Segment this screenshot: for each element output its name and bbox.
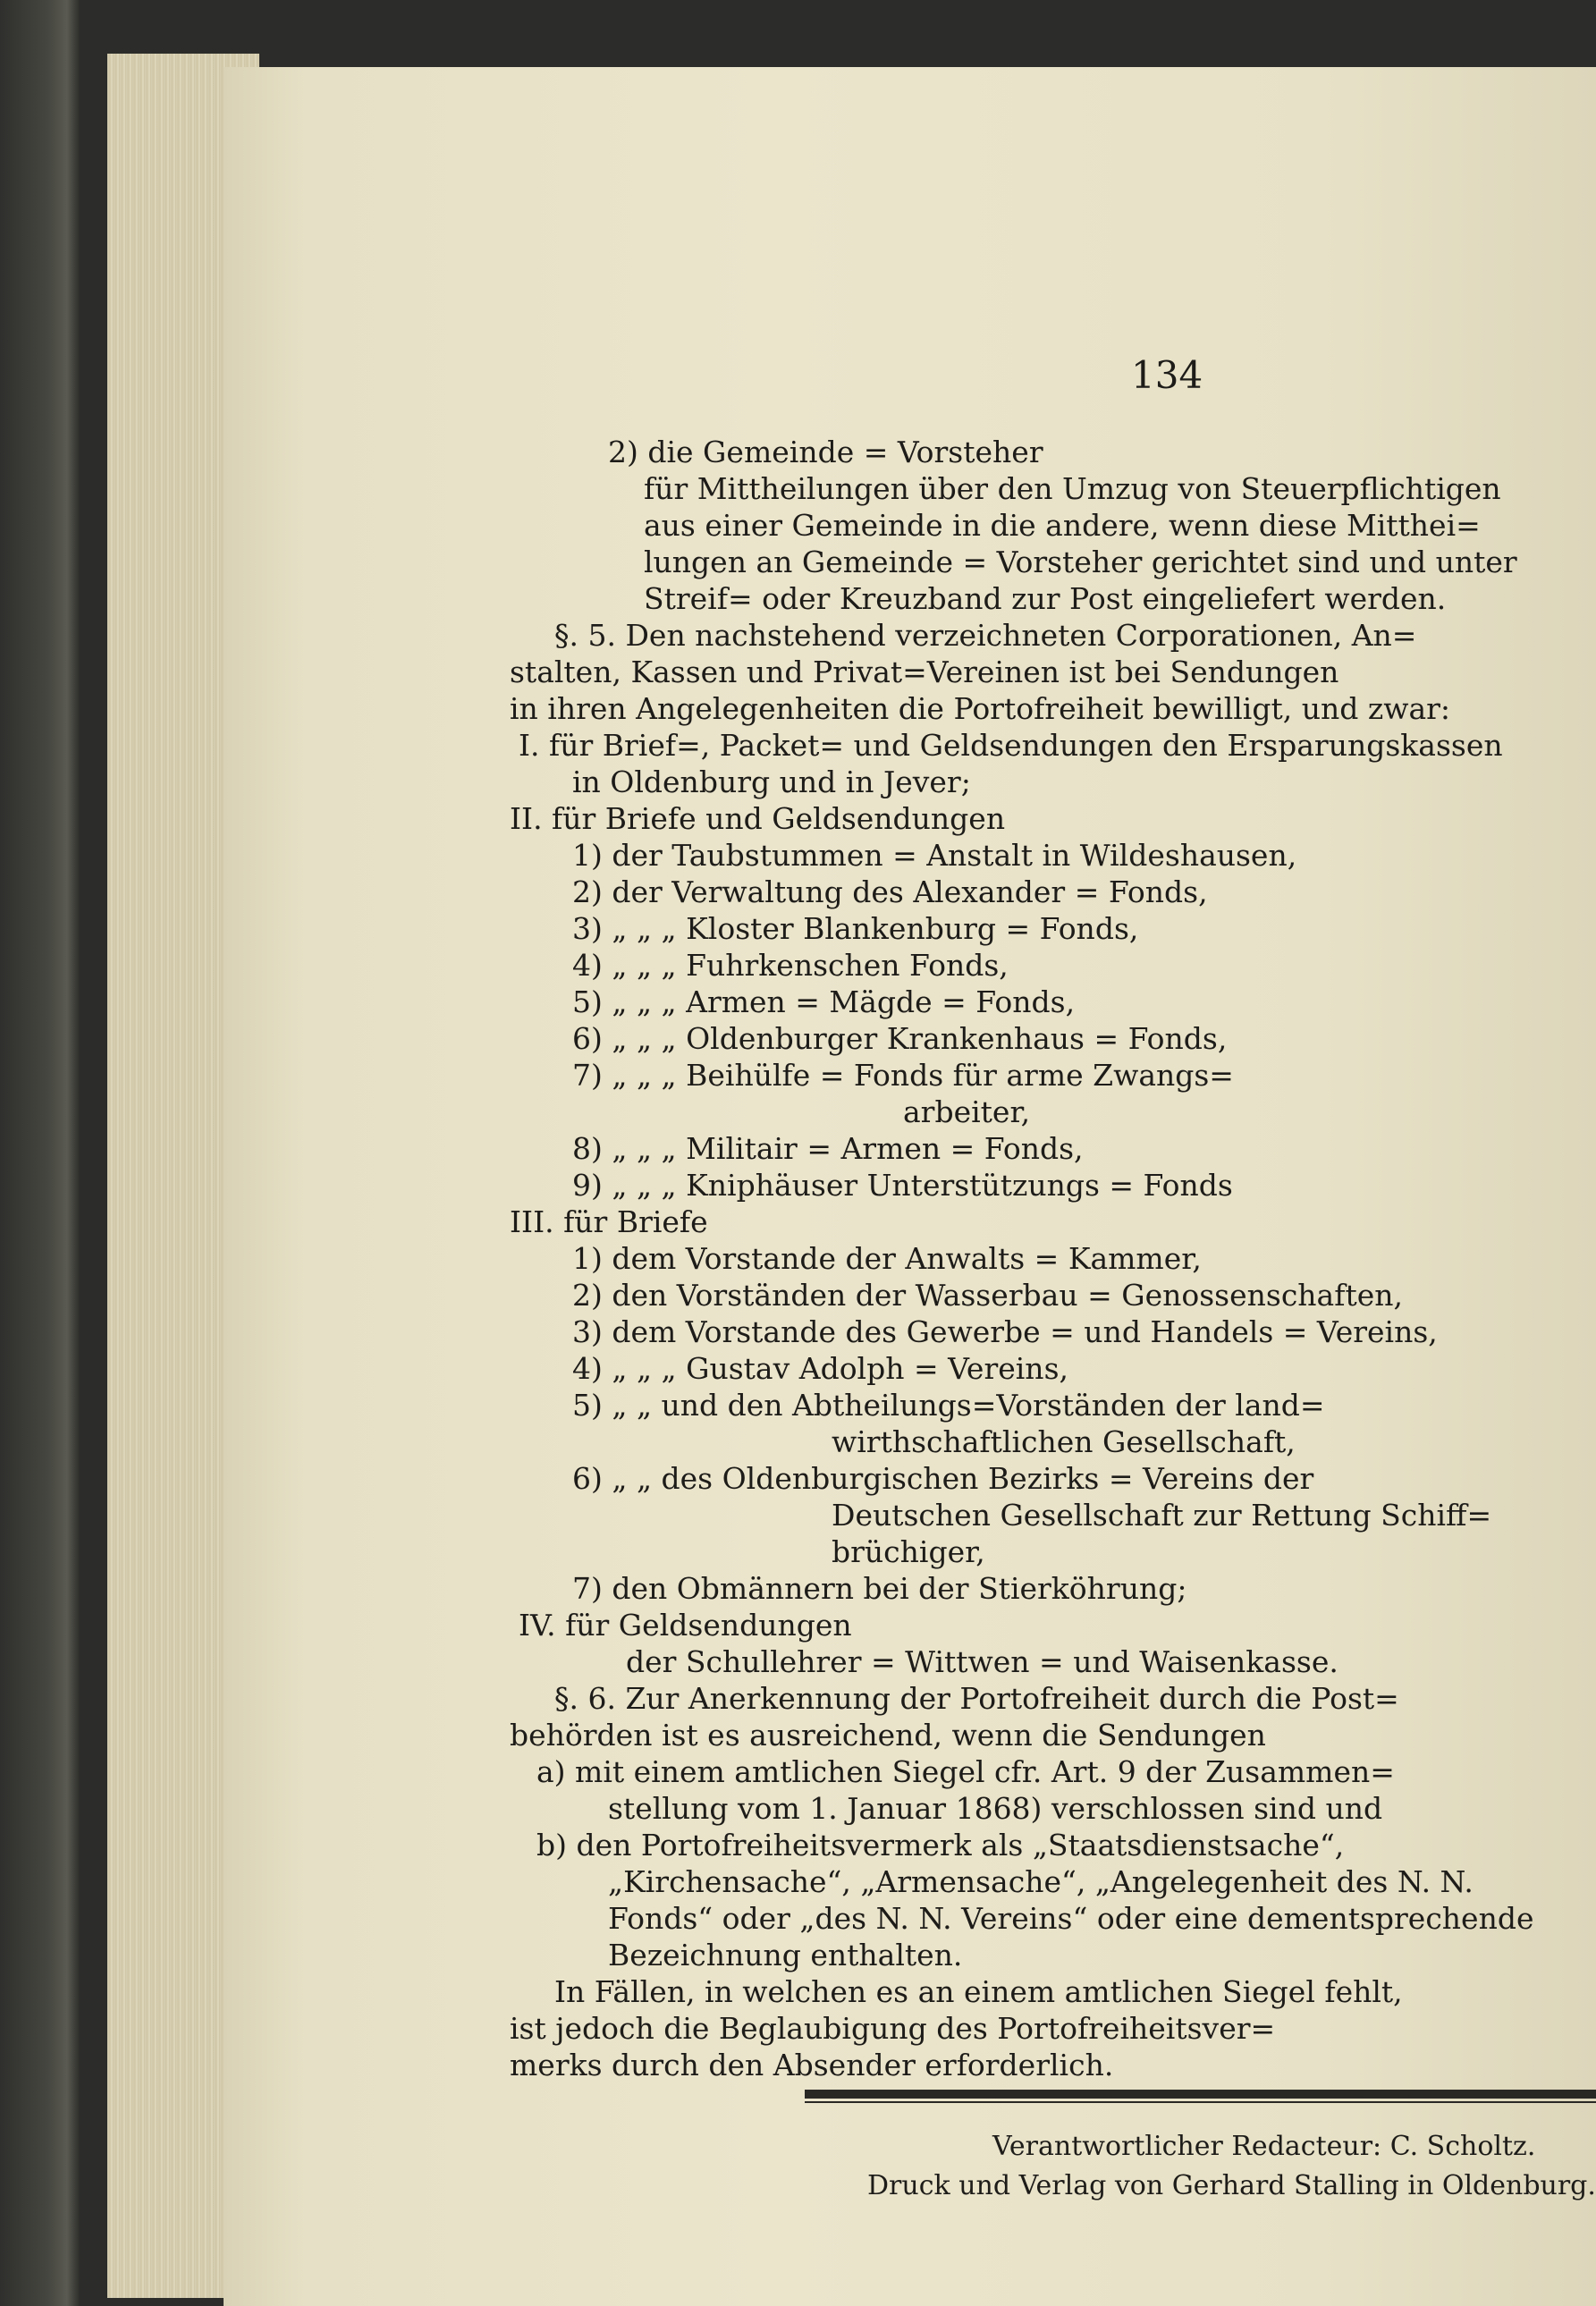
- text-line: merks durch den Absender erforderlich.: [510, 2048, 1114, 2082]
- text-line: ist jedoch die Beglaubigung des Portofreiheitsver=: [510, 2011, 1276, 2046]
- text-line: brüchiger,: [832, 1534, 985, 1569]
- text-line: in Oldenburg und in Jever;: [572, 764, 971, 799]
- list-item: 8) „ „ „ Militair = Armen = Fonds,: [572, 1131, 1084, 1166]
- footer-rule-thick: [805, 2090, 1596, 2099]
- page-number: 134: [1131, 353, 1203, 397]
- text-line: in ihren Angelegenheiten die Portofreiheit bewilligt, und zwar:: [510, 691, 1451, 726]
- list-item: 5) „ „ und den Abtheilungs=Vorständen der land=: [572, 1388, 1325, 1423]
- text-line: wirthschaftlichen Gesellschaft,: [832, 1424, 1296, 1459]
- list-item: 1) dem Vorstande der Anwalts = Kammer,: [572, 1241, 1202, 1276]
- list-item: 1) der Taubstummen = Anstalt in Wildeshausen,: [572, 838, 1297, 873]
- text-line: für Mittheilungen über den Umzug von Steuerpflichtigen: [644, 471, 1501, 506]
- book-page: [224, 67, 1596, 2306]
- list-item: 4) „ „ „ Fuhrkenschen Fonds,: [572, 948, 1009, 983]
- list-item: 7) den Obmännern bei der Stierköhrung;: [572, 1571, 1187, 1606]
- list-item: 9) „ „ „ Kniphäuser Unterstützungs = Fonds: [572, 1168, 1233, 1203]
- list-item: 4) „ „ „ Gustav Adolph = Vereins,: [572, 1351, 1068, 1386]
- text-line: 2) die Gemeinde = Vorsteher: [608, 435, 1043, 469]
- text-line: „Kirchensache“, „Armensache“, „Angelegenheit des N. N.: [608, 1864, 1474, 1899]
- text-line: lungen an Gemeinde = Vorsteher gerichtet sind und unter: [644, 545, 1517, 579]
- text-line: stellung vom 1. Januar 1868) verschlossen sind und: [608, 1791, 1383, 1826]
- list-item: 5) „ „ „ Armen = Mägde = Fonds,: [572, 984, 1076, 1019]
- footer-rule-thin: [805, 2101, 1596, 2103]
- list-item: 7) „ „ „ Beihülfe = Fonds für arme Zwangs=: [572, 1058, 1234, 1093]
- page-body: [510, 434, 1596, 2083]
- list-item: a) mit einem amtlichen Siegel cfr. Art. 9 der Zusammen=: [536, 1754, 1395, 1789]
- list-item: 2) der Verwaltung des Alexander = Fonds,: [572, 874, 1208, 909]
- list-item: 6) „ „ des Oldenburgischen Bezirks = Vereins der: [572, 1461, 1314, 1496]
- list-item: 2) den Vorständen der Wasserbau = Genossenschaften,: [572, 1278, 1403, 1313]
- text-line: stalten, Kassen und Privat=Vereinen ist bei Sendungen: [510, 655, 1339, 689]
- text-line: Fonds“ oder „des N. N. Vereins“ oder eine dementsprechende: [608, 1901, 1534, 1936]
- list-item: IV. für Geldsendungen: [519, 1608, 852, 1643]
- list-item: 3) „ „ „ Kloster Blankenburg = Fonds,: [572, 911, 1139, 946]
- text-line: behörden ist es ausreichend, wenn die Sendungen: [510, 1718, 1266, 1753]
- text-line: Bezeichnung enthalten.: [608, 1938, 963, 1972]
- list-item: b) den Portofreiheitsvermerk als „Staatsdienstsache“,: [536, 1828, 1345, 1863]
- text-line: Streif= oder Kreuzband zur Post eingeliefert werden.: [644, 581, 1447, 616]
- printer-credit: Druck und Verlag von Gerhard Stalling in Oldenburg.: [867, 2170, 1596, 2201]
- list-item: III. für Briefe: [510, 1204, 708, 1239]
- list-item: 3) dem Vorstande des Gewerbe = und Handels = Vereins,: [572, 1314, 1438, 1349]
- list-item: 6) „ „ „ Oldenburger Krankenhaus = Fonds,: [572, 1021, 1228, 1056]
- section-heading: §. 5. Den nachstehend verzeichneten Corporationen, An=: [554, 618, 1417, 653]
- list-item: I. für Brief=, Packet= und Geldsendungen den Ersparungskassen: [519, 728, 1503, 763]
- text-line: der Schullehrer = Wittwen = und Waisenkasse.: [626, 1644, 1338, 1679]
- text-line: Deutschen Gesellschaft zur Rettung Schiff=: [832, 1498, 1492, 1533]
- list-item: II. für Briefe und Geldsendungen: [510, 801, 1006, 836]
- section-heading: §. 6. Zur Anerkennung der Portofreiheit durch die Post=: [554, 1681, 1399, 1716]
- text-line: arbeiter,: [903, 1094, 1031, 1129]
- editor-credit: Verantwortlicher Redacteur: C. Scholtz.: [992, 2131, 1536, 2162]
- text-line: In Fällen, in welchen es an einem amtlichen Siegel fehlt,: [554, 1974, 1403, 2009]
- text-line: aus einer Gemeinde in die andere, wenn diese Mitthei=: [644, 508, 1481, 543]
